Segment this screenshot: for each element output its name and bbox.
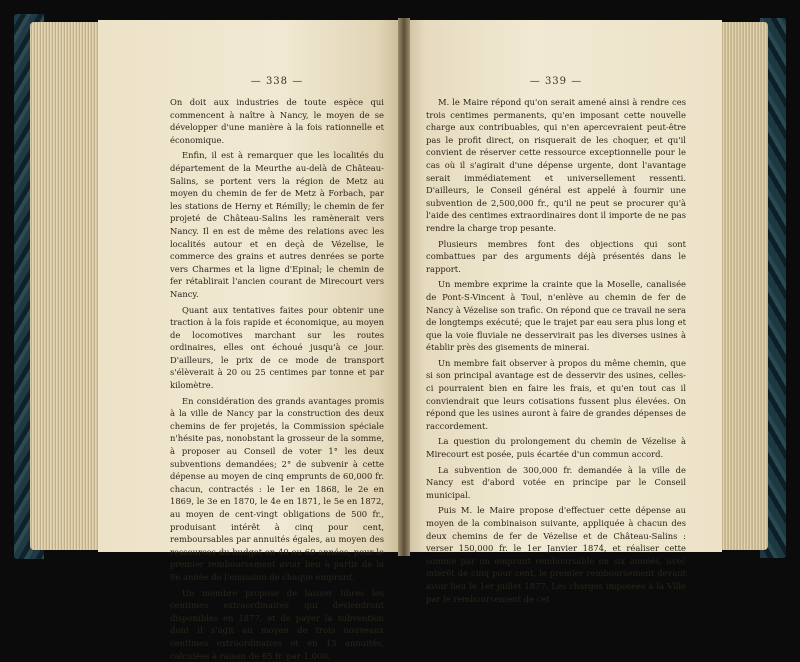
page-edges-left — [30, 22, 100, 550]
paragraph: On doit aux industries de toute espèce qui commencent à naître à Nancy, le moyen de se développer d'une manière à la fois rationnelle et économique. — [170, 97, 384, 145]
paragraph: Puis M. le Maire propose d'effectuer cette dépense au moyen de la combinaison suivante, appliquée à chacun des deux chemins de fer de Vézelise et de Château-Salins : verser 150,000 fr. le 1er Janvier 1874, et réaliser cette somme par un emprunt remboursable en six années, avec intérêt de cinq pour cent, le premier remboursement devant avoir lieu le 1er juillet 1877. Les charges imposées à la Ville par le remboursement de cet — [426, 505, 686, 604]
right-page-number: — 339 — — [529, 76, 583, 87]
right-page — [406, 20, 722, 604]
paragraph: Un membre exprime la crainte que la Moselle, canalisée de Pont-S-Vincent à Toul, n'enlève au chemin de fer de Nancy à Vézelise son trafic. On répond que ce travail ne sera de longtemps exécuté; que le trajet par eau sera plus long et que la voie fluviale ne desservirait pas les diverses usines à établir près des gisements de minerai. — [426, 279, 686, 353]
paragraph: Quant aux tentatives faites pour obtenir une traction à la fois rapide et économique, au moyen de locomotives marchant sur les routes ordinaires, elles ont échoué jusqu'à ce jour. D'ailleurs, le prix de ce mode de transport s'élèverait à 20 ou 25 centimes par tonne et par kilomètre. — [170, 304, 384, 391]
paragraph: En considération des grands avantages promis à la ville de Nancy par la construction des deux chemins de fer projetés, la Commission spéciale n'hésite pas, nonobstant la grosseur de la somme, à proposer au Conseil de voter 1° les deux subventions demandées; 2° de subvenir à cette dépense au moyen de cinq emprunts de 60,000 fr. chacun, contractés : le 1er en 1868, le 2e en 1869, le 3e en 1870, le 4e en 1871, le 5e en 1872, au moyen de cent-vingt obligations de 500 fr., produisant intérêt à cinq pour cent, remboursables par annuités égales, au moyen des ressources du budget en 40 ou 60 années, pour le premier remboursement avoir lieu à partir de la 9e année de l'émission de chaque emprunt. — [170, 395, 384, 582]
paragraph: M. le Maire répond qu'on serait amené ainsi à rendre ces trois centimes permanents, qu'en imposant cette nouvelle charge aux contribuables, qui n'en apercevraient peut-être pas le profit direct, on risquerait de les choquer, et qu'il convient de réserver cette ressource exceptionnelle pour le cas où il s'agirait d'une dépense urgente, dont l'avantage serait immédiatement et universellement ressenti. D'ailleurs, le Conseil général est appelé à fournir une subvention de 2,500,000 fr., qu'il ne peut se procurer qu'à l'aide des centimes extraordinaires dont il importe de ne pas rendre la charge trop pesante. — [426, 97, 686, 233]
paragraph: Un membre fait observer à propos du même chemin, que si son principal avantage est de desservir des usines, celles-ci pourraient bien en faire les frais, et qu'en tout cas il conviendrait que leurs cotisations fussent plus élevées. On répond que les usines auront à faire de grandes dépenses de raccordement. — [426, 357, 686, 431]
paragraph: Plusieurs membres font des objections qui sont combattues par des arguments déjà présentés dans le rapport. — [426, 238, 686, 274]
left-page-text — [170, 96, 384, 662]
page-edges-right — [722, 22, 768, 550]
paragraph: La subvention de 300,000 fr. demandée à la ville de Nancy est d'abord votée en principe par le Conseil municipal. — [426, 464, 686, 500]
paragraph: Enfin, il est à remarquer que les localités du département de la Meurthe au-delà de Château-Salins, se portent vers la région de Metz au moyen du chemin de fer de Metz à Forbach, par les stations de Herny et Rémilly; le chemin de fer projeté de Château-Salins les ramènerait vers Nancy. Il en est de même des relations avec les localités autour et en deçà de Vézelise, le commerce des grains et autres denrées se porte vers Charmes et la ligne d'Epinal; le chemin de fer rétablirait l'ancien courant de Mirecourt vers Nancy. — [170, 150, 384, 299]
paragraph: La question du prolongement du chemin de Vézelise à Mirecourt est posée, puis écartée d'un commun accord. — [426, 436, 686, 460]
left-page — [98, 20, 402, 661]
left-page-number: — 338 — — [250, 76, 304, 87]
book-gutter — [398, 18, 410, 556]
right-page-text — [426, 96, 686, 605]
paragraph: Un membre propose de laisser libres les centimes extraordinaires qui deviendront disponibles en 1877, et de payer la subvention dont il s'agit au moyen de trois nouveaux centimes extraordinaires et en 13 annuités, calculées à raison de 85 fr. par 1,000. — [170, 587, 384, 661]
